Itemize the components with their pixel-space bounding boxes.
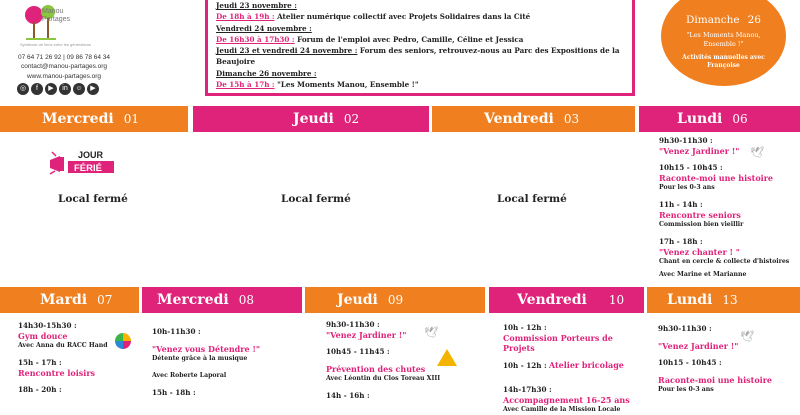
thursday-09-schedule [326,320,481,401]
day-header-jeudi-09: Jeudi 09 [305,287,485,313]
activity-time: 15h - 17h : [18,358,62,367]
activity-time: 10h45 - 11h45 : [326,347,390,356]
day-header-mardi-07: Mardi 07 [0,287,139,313]
activity-title: Gym douce [18,331,68,341]
activity-detail: Pour les 0-3 ans [658,386,714,393]
sunday-highlight [661,0,786,86]
activity-title: Prévention des chutes [326,364,426,374]
beach-ball-icon [115,333,131,349]
event-date: Vendredi 24 novembre : [216,23,312,33]
friday-10-schedule [503,323,645,415]
ferie-line1: JOUR [78,150,104,160]
activity-detail: Avec Anna du RACC Hand [18,342,108,349]
contact-email[interactable]: contact@manou-partages.org [20,63,108,71]
activity-detail: Détente grâce à la musique [152,355,248,362]
contact-website[interactable]: www.manou-partages.org [26,72,102,80]
social-links [17,83,99,95]
activity-time: 14h - 16h : [326,391,370,400]
activity-detail: Commission bien vieillir [659,221,744,228]
activity-title: Commission Porteurs de Projets [503,333,613,353]
activity-time: 11h - 14h : [659,200,703,209]
activity-title: Atelier bricolage [548,360,624,370]
activity-title: "Venez chanter ! " [659,247,740,257]
wednesday-08-schedule [152,327,302,398]
activity-detail: Avec Camille de la Mission Locale [503,406,621,413]
activity-time: 10h15 - 10h45 : [659,163,723,172]
event-date: Dimanche 26 novembre : [216,68,317,78]
ferie-line2: FÉRIÉ [74,163,102,174]
activity-time: 9h30-11h30 : [326,320,380,329]
logo-wordmark: Manou Partages [42,8,71,23]
garden-bird-icon: 🕊 [750,146,764,159]
tuesday-07-schedule [18,321,138,395]
activity-time: 10h - 12h : [503,361,547,370]
activity-time: 10h15 - 10h45 : [658,358,722,367]
day-header-lundi-13: Lundi 13 [647,287,800,313]
linkedin-icon[interactable]: in [59,83,71,95]
monday-13-schedule [658,324,800,395]
activity-title: Raconte-moi une histoire [658,375,773,385]
event-line: De 16h30 à 17h30 : Forum de l'emploi avec Pedro, Camille, Céline et Jessica [216,34,524,44]
monday-06-schedule [659,136,797,280]
activity-time: 14h30-15h30 : [18,321,77,330]
day-header-vendredi-10: Vendredi 10 [489,287,644,313]
sunday-title: "Les Moments Manou, [686,31,761,39]
activity-time: 15h - 18h : [152,388,196,397]
garden-bird-icon: 🕊 [740,330,754,343]
event-line: Jeudi 23 et vendredi 24 novembre : Forum des seniors, retrouvez-nous au Parc des Expositions de la Beaujoire [216,46,620,67]
youtube-alt-icon[interactable]: ▶ [87,83,99,95]
sunday-subtitle: Activités manuelles avec [682,54,765,61]
facebook-icon[interactable]: f [31,83,43,95]
activity-title: Rencontre seniors [659,210,741,220]
activity-title: Rencontre loisirs [18,368,96,378]
activity-title: "Venez Jardiner !" [659,146,740,156]
jour-ferie-badge [48,148,116,180]
contact-phones: 07 64 71 26 92 | 09 86 78 64 34 [17,54,111,61]
activity-time: 14h-17h30 : [503,385,552,394]
events-box [205,0,635,96]
closed-label: Local fermé [497,193,567,205]
activity-time: 17h - 18h : [659,237,703,246]
activity-time: 10h - 12h : [503,323,547,332]
activity-time: 9h30-11h30 : [659,136,713,145]
contact-block [14,53,114,81]
closed-label: Local fermé [58,193,128,205]
sunday-title: Ensemble !" [703,40,744,48]
day-header-lundi-06: Lundi 06 [639,106,800,132]
day-header-mercredi-08: Mercredi 08 [142,287,302,313]
event-line: De 18h à 19h : Atelier numérique collectif avec Projets Solidaires dans la Cité [216,12,531,22]
snapchat-icon[interactable]: ☺ [73,83,85,95]
sunday-num: 26 [747,14,761,26]
activity-title: Accompagnement 16-25 ans [503,395,630,405]
garden-bird-icon: 🕊 [424,326,438,339]
closed-label: Local fermé [281,193,351,205]
youtube-icon[interactable]: ▶ [45,83,57,95]
activity-time: 10h-11h30 : [152,327,201,336]
instagram-icon[interactable]: ◎ [17,83,29,95]
activity-title: "Venez Jardiner !" [326,330,407,340]
day-header-vendredi-03: Vendredi 03 [432,106,635,132]
activity-detail: Pour les 0-3 ans [659,184,715,191]
sunday-day: Dimanche [686,14,740,26]
sunday-subtitle: Françoise [707,62,740,69]
activity-detail: Avec Roberte Laporal [152,372,227,379]
event-line: De 15h à 17h : "Les Moments Manou, Ensemble !" [216,80,419,90]
activity-title: "Venez vous Détendre !" [152,344,261,354]
event-date: Jeudi 23 novembre : [216,1,297,10]
activity-detail: Chant en cercle & collecte d'histoires [659,258,790,265]
day-header-jeudi-02: Jeudi 02 [193,106,429,132]
activity-time: 18h - 20h : [18,385,62,394]
activity-detail: Avec Marine et Marianne [659,271,747,278]
activity-detail: Avec Léontin du Clos Toreau XIII [326,375,441,382]
activity-time: 9h30-11h30 : [658,324,712,333]
activity-title: Raconte-moi une histoire [659,173,774,183]
activity-title: "Venez Jardiner !" [658,341,739,351]
fall-warning-icon [437,349,457,366]
logo-tagline: Symbiose de liens entre les générations [20,42,91,47]
day-header-mercredi-01: Mercredi 01 [0,106,188,132]
